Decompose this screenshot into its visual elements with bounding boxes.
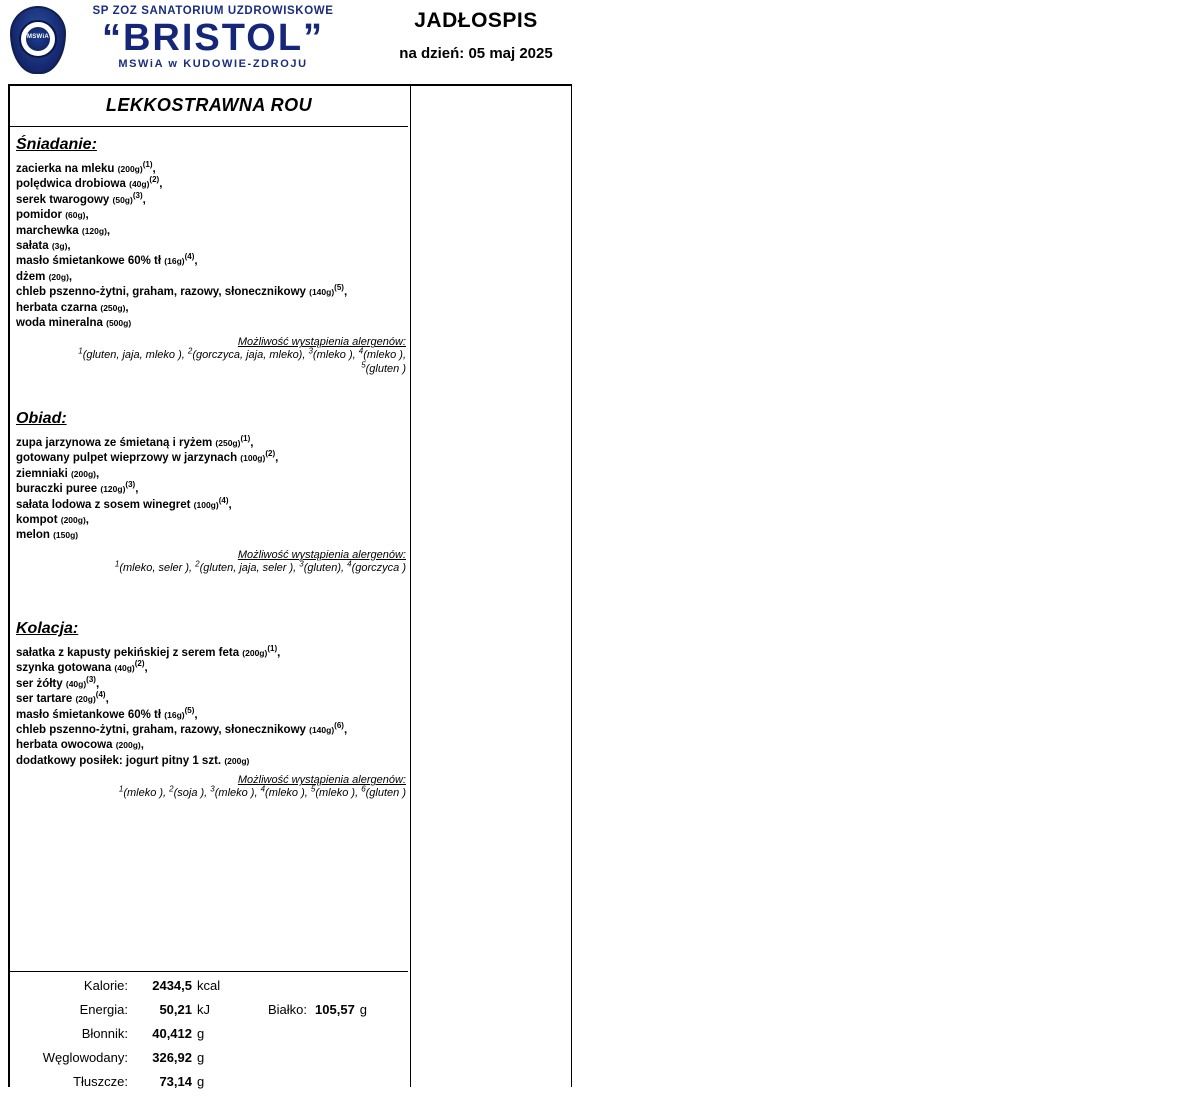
dish-weight: (40g) <box>65 678 87 689</box>
dish-name: dżem <box>16 270 49 283</box>
summary-row <box>10 1050 408 1074</box>
meal-title: Kolacja: <box>16 620 79 637</box>
dish-separator: , <box>68 270 73 283</box>
dish-separator: , <box>85 514 89 527</box>
dish-weight: (250g) <box>215 438 241 448</box>
dish-item <box>16 301 406 316</box>
summary-label: Kalorie: <box>83 978 128 993</box>
allergen-list <box>16 348 406 376</box>
dish-separator: , <box>194 708 198 721</box>
summary-separator-rule <box>10 971 408 972</box>
dish-name: herbata czarna <box>16 301 101 314</box>
dish-weight: (200g) <box>117 164 143 174</box>
dish-name: buraczki puree <box>16 483 101 496</box>
summary-value: 50,21 <box>159 1002 192 1017</box>
dish-allergen-marker: (4) <box>218 495 229 505</box>
allergen-index: 4 <box>260 784 266 794</box>
summary-extra-label: Białko: <box>268 1002 308 1017</box>
summary-value: 2434,5 <box>152 978 192 993</box>
dish-item <box>16 177 406 192</box>
allergen-index: 6 <box>361 784 366 794</box>
logo-badge-icon <box>10 6 66 74</box>
dish-name: sałata lodowa z sosem winegret <box>16 498 194 511</box>
dish-separator: , <box>106 224 111 237</box>
dish-list <box>16 436 406 544</box>
allergen-text: (mleko ), <box>123 787 170 800</box>
page-title: JADŁOSPIS <box>414 9 538 32</box>
dish-item <box>16 239 406 254</box>
allergen-text: (gorczyca, jaja, mleko), <box>192 349 309 362</box>
summary-label: Błonnik: <box>81 1026 128 1041</box>
dish-allergen-marker: (2) <box>265 449 276 459</box>
dish-weight: (50g) <box>112 194 133 205</box>
dish-weight: (3g) <box>51 241 68 252</box>
dish-item <box>16 285 406 300</box>
dish-weight: (140g) <box>309 725 335 736</box>
dish-weight: (200g) <box>115 740 141 751</box>
dish-item <box>16 451 406 466</box>
dish-separator: , <box>228 498 232 511</box>
dish-name: sałatka z kapusty pekińskiej z serem feta <box>16 647 243 659</box>
allergen-line <box>16 786 406 800</box>
dish-name: ser tartare <box>16 693 76 706</box>
allergen-text: (mleko ), <box>315 787 362 800</box>
logo-text-block <box>70 4 356 71</box>
dish-separator: , <box>250 437 254 449</box>
summary-label: Węglowodany: <box>42 1050 128 1065</box>
allergen-text: (gluten ) <box>365 787 406 800</box>
summary-unit: kJ <box>197 1002 210 1017</box>
dish-separator: , <box>95 677 100 690</box>
dish-weight: (20g) <box>75 694 96 705</box>
dish-weight: (500g) <box>106 318 132 329</box>
dish-item <box>16 513 406 528</box>
dish-allergen-marker: (1) <box>142 160 153 170</box>
dish-allergen-marker: (3) <box>125 480 136 490</box>
summary-row <box>10 978 408 1002</box>
allergen-line <box>16 362 406 376</box>
summary-value: 326,92 <box>152 1050 192 1065</box>
allergen-heading: Możliwość wystąpienia alergenów: <box>237 548 406 561</box>
summary-value: 73,14 <box>159 1074 192 1089</box>
allergen-text: (mleko ), <box>265 787 311 800</box>
dish-weight: (16g) <box>164 709 185 720</box>
dish-weight: (200g) <box>60 515 86 526</box>
dish-weight: (60g) <box>65 210 86 221</box>
dish-item <box>16 162 406 177</box>
dish-separator: , <box>277 647 281 659</box>
dish-separator: , <box>194 255 198 268</box>
diet-name-underline <box>10 126 408 127</box>
dish-allergen-marker: (4) <box>184 252 195 262</box>
allergen-text: (gluten), <box>303 561 348 574</box>
allergen-text: (mleko ), <box>214 787 261 800</box>
frame-middle-divider <box>410 84 411 1087</box>
dish-item <box>16 224 406 239</box>
allergen-text: (mleko ), <box>363 349 406 362</box>
dish-item <box>16 254 406 269</box>
dish-item <box>16 316 406 331</box>
dish-weight: (120g) <box>81 225 107 236</box>
dish-separator: , <box>159 178 163 191</box>
allergen-line <box>16 561 406 575</box>
dish-allergen-marker: (5) <box>334 283 344 293</box>
dish-item <box>16 528 406 543</box>
logo-line-organization: SP ZOZ SANATORIUM UZDROWISKOWE <box>92 5 334 17</box>
dish-name: melon <box>16 529 54 542</box>
dish-weight: (100g) <box>240 453 266 464</box>
dish-item <box>16 674 406 692</box>
summary-unit: g <box>197 1074 205 1089</box>
dish-name: polędwica drobiowa <box>16 178 130 191</box>
dish-allergen-marker: (4) <box>95 690 106 700</box>
summary-row <box>10 1002 408 1026</box>
dish-weight: (200g) <box>242 648 268 658</box>
dish-separator: , <box>275 452 279 465</box>
dish-item <box>16 482 406 497</box>
dish-allergen-marker: (3) <box>86 674 96 684</box>
frame-top-rule <box>8 84 572 86</box>
dish-weight: (250g) <box>100 302 126 313</box>
dish-name: chleb pszenno-żytni, graham, razowy, słonecznikowy <box>16 286 310 299</box>
summary-label: Tłuszcze: <box>73 1074 128 1089</box>
dish-list <box>16 646 406 769</box>
dish-item <box>16 208 406 223</box>
meal-title: Śniadanie: <box>16 136 97 153</box>
frame-left-border <box>8 84 10 1087</box>
logo-line-location: MSWiA w KUDOWIE-ZDROJU <box>118 58 308 70</box>
allergen-text: (gluten, jaja, mleko ), <box>82 349 188 362</box>
summary-row <box>10 1074 408 1098</box>
allergen-index: 1 <box>118 784 124 794</box>
allergen-text: (soja ), <box>173 787 211 800</box>
dish-item <box>16 692 406 707</box>
dish-allergen-marker: (6) <box>334 721 344 731</box>
dish-item <box>16 738 406 753</box>
sanatorium-logo <box>8 4 358 76</box>
dish-item <box>16 754 406 769</box>
allergen-text: (gluten ) <box>365 363 406 376</box>
dish-separator: , <box>135 483 139 496</box>
dish-name: szynka gotowana <box>16 662 115 675</box>
summary-label: Energia: <box>79 1002 128 1017</box>
dish-item <box>16 646 406 661</box>
frame-right-border <box>571 84 572 1087</box>
allergen-list <box>16 786 406 800</box>
allergen-index: 2 <box>195 559 200 569</box>
allergen-list <box>16 561 406 575</box>
summary-unit: kcal <box>197 978 221 993</box>
meal-title: Obiad: <box>16 410 67 427</box>
dish-weight: (140g) <box>309 287 335 298</box>
summary-extra-unit: g <box>359 1002 368 1017</box>
allergen-index: 4 <box>358 346 364 356</box>
allergen-index: 3 <box>308 346 313 356</box>
diet-name: LEKKOSTRAWNA ROU <box>105 95 313 115</box>
summary-extra-value: 105,57 <box>315 1002 355 1017</box>
dish-item <box>16 190 406 208</box>
allergen-index: 5 <box>361 360 366 370</box>
dish-name: masło śmietankowe 60% tł <box>16 255 165 268</box>
dish-weight: (40g) <box>129 179 150 190</box>
dish-weight: (200g) <box>70 468 97 479</box>
dish-separator: , <box>140 739 144 752</box>
allergen-index: 3 <box>210 784 215 794</box>
dish-allergen-marker: (2) <box>134 659 145 669</box>
title-block <box>376 8 576 63</box>
dish-list <box>16 162 406 331</box>
dish-name: kompot <box>16 514 61 527</box>
dish-name: woda mineralna <box>16 317 107 330</box>
logo-ring-icon <box>19 20 57 58</box>
dish-name: herbata owocowa <box>16 739 116 752</box>
dish-name: ziemniaki <box>16 467 71 480</box>
dish-weight: (150g) <box>53 530 79 541</box>
summary-unit: g <box>197 1050 205 1065</box>
dish-weight: (16g) <box>164 256 185 267</box>
document-header <box>0 0 1200 80</box>
dish-separator: , <box>67 240 71 253</box>
dish-item <box>16 467 406 482</box>
allergen-text: (mleko, seler ), <box>119 561 196 574</box>
dish-item <box>16 661 406 676</box>
summary-unit: g <box>197 1026 205 1041</box>
dish-allergen-marker: (1) <box>240 434 251 444</box>
dish-separator: , <box>343 724 348 737</box>
dish-allergen-marker: (3) <box>132 190 143 200</box>
allergen-index: 1 <box>114 559 120 569</box>
dish-weight: (200g) <box>224 755 250 766</box>
dish-separator: , <box>105 693 109 706</box>
dish-separator: , <box>144 662 148 675</box>
allergen-text: (gorczyca ) <box>351 561 406 574</box>
dish-allergen-marker: (5) <box>184 705 195 715</box>
logo-line-brand: “BRISTOL” <box>101 17 325 59</box>
dish-separator: , <box>96 467 100 480</box>
dish-weight: (40g) <box>114 663 135 674</box>
document-date: na dzień: 05 maj 2025 <box>399 45 553 62</box>
dish-name: sałata <box>16 240 52 253</box>
allergen-line <box>16 348 406 362</box>
dish-separator: , <box>142 193 146 206</box>
nutrition-summary <box>10 978 408 1098</box>
dish-name: pomidor <box>16 209 66 222</box>
allergen-index: 2 <box>187 346 193 356</box>
allergen-index: 4 <box>347 559 352 569</box>
meal-section-breakfast <box>16 136 406 376</box>
dish-name: zacierka na mleku <box>16 163 118 175</box>
dish-allergen-marker: (1) <box>267 644 278 654</box>
dish-item <box>16 723 406 738</box>
dish-name: marchewka <box>16 224 82 237</box>
dish-separator: , <box>125 301 129 314</box>
dish-name: zupa jarzynowa ze śmietaną i ryżem <box>16 437 216 449</box>
meal-section-supper <box>16 620 406 800</box>
dish-separator: , <box>152 163 156 175</box>
dish-name: ser żółty <box>16 677 66 690</box>
dish-item <box>16 495 406 513</box>
allergen-index: 3 <box>299 559 304 569</box>
dish-weight: (100g) <box>193 499 219 510</box>
dish-item <box>16 436 406 451</box>
logo-badge-text: MSWiA <box>26 34 50 40</box>
dish-name: dodatkowy posiłek: jogurt pitny 1 szt. <box>16 754 225 767</box>
allergen-index: 2 <box>169 784 174 794</box>
dish-separator: , <box>85 209 89 222</box>
allergen-heading: Możliwość wystąpienia alergenów: <box>237 336 406 349</box>
allergen-index: 5 <box>310 784 316 794</box>
meal-section-lunch <box>16 410 406 575</box>
dish-name: gotowany pulpet wieprzowy w jarzynach <box>16 452 241 465</box>
allergen-text: (mleko ), <box>312 349 359 362</box>
dish-name: masło śmietankowe 60% tł <box>16 708 165 721</box>
allergen-index: 1 <box>78 346 83 356</box>
allergen-text: (gluten, jaja, seler ), <box>199 561 300 574</box>
dish-name: chleb pszenno-żytni, graham, razowy, słonecznikowy <box>16 724 310 737</box>
summary-row <box>10 1026 408 1050</box>
allergen-heading: Możliwość wystąpienia alergenów: <box>237 774 406 787</box>
dish-separator: , <box>343 286 348 299</box>
dish-item <box>16 270 406 285</box>
dish-allergen-marker: (2) <box>149 175 160 185</box>
dish-name: serek twarogowy <box>16 193 113 206</box>
dish-weight: (20g) <box>48 271 69 282</box>
summary-value: 40,412 <box>152 1026 192 1041</box>
dish-weight: (120g) <box>100 484 126 495</box>
dish-item <box>16 705 406 723</box>
